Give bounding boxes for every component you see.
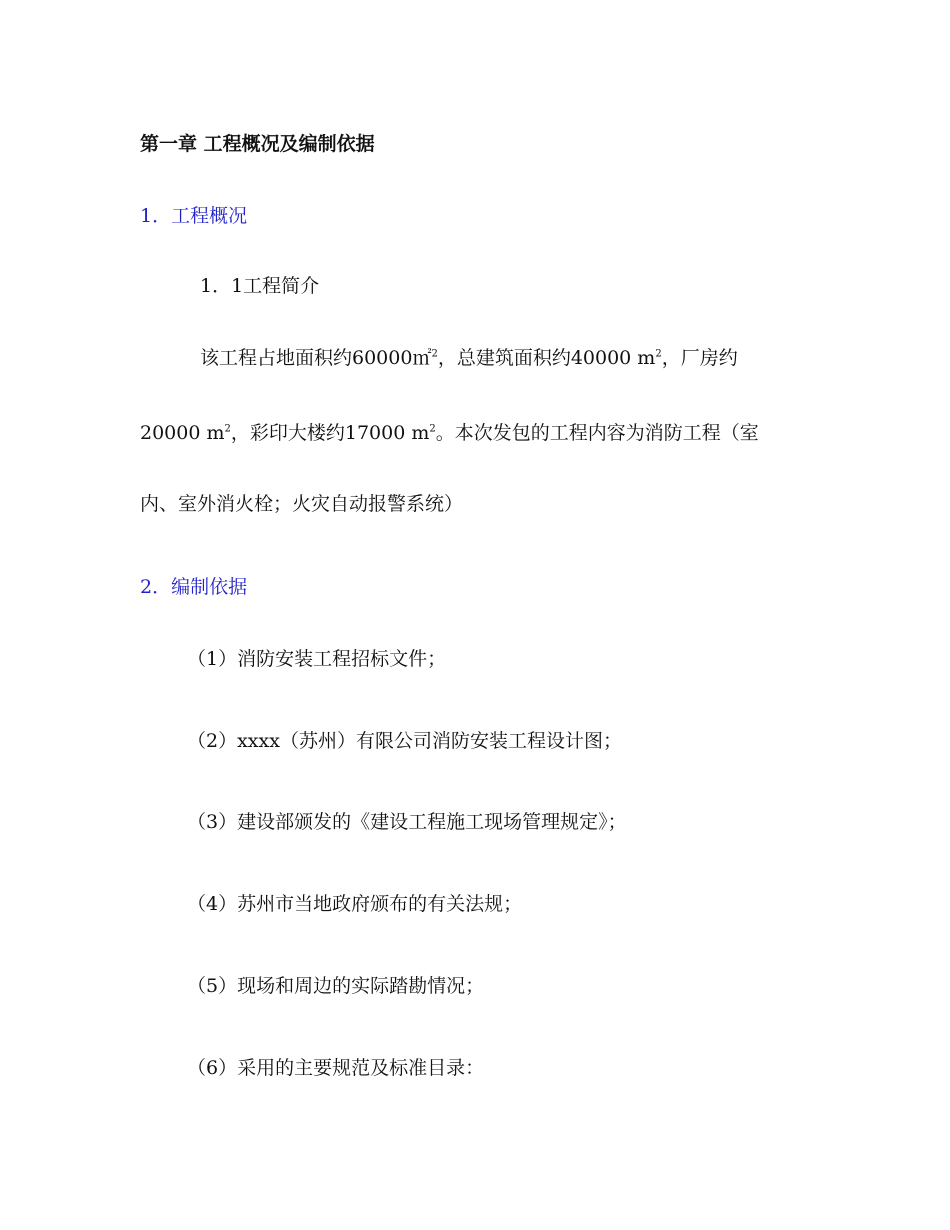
paragraph-text: ，厂房约: [661, 347, 738, 369]
section-heading-basis: 2．编制依据: [140, 576, 248, 598]
paragraph-text: 20000 m: [140, 422, 225, 444]
list-item: （1）消防安装工程招标文件；: [187, 648, 447, 670]
paragraph-line-2: [140, 421, 759, 445]
paragraph-text: 。本次发包的工程内容为消防工程（室: [435, 422, 759, 444]
list-item: （4）苏州市当地政府颁布的有关法规；: [187, 893, 523, 915]
list-item: （2）xxxx（苏州）有限公司消防安装工程设计图；: [187, 730, 622, 752]
superscript: 2: [431, 348, 438, 360]
section-heading-overview: 1．工程概况: [140, 205, 248, 227]
chapter-title: 第一章 工程概况及编制依据: [140, 133, 375, 155]
subsection-heading-intro: 1．1工程简介: [200, 275, 320, 297]
paragraph-line-1: [200, 346, 738, 370]
list-item: （6）采用的主要规范及标准目录：: [187, 1057, 485, 1079]
superscript: 2: [224, 423, 231, 435]
paragraph-text: ，总建筑面积约40000 m: [437, 347, 656, 369]
paragraph-text: ，彩印大楼约17000 m: [230, 422, 430, 444]
superscript: 2: [429, 423, 436, 435]
paragraph-line-3: 内、室外消火栓；火灾自动报警系统）: [140, 493, 464, 515]
list-item: （3）建设部颁发的《建设工程施工现场管理规定》；: [187, 811, 627, 833]
list-item: （5）现场和周边的实际踏勘情况；: [187, 975, 485, 997]
paragraph-text: 该工程占地面积约60000㎡: [200, 347, 432, 369]
superscript: 2: [655, 348, 662, 360]
